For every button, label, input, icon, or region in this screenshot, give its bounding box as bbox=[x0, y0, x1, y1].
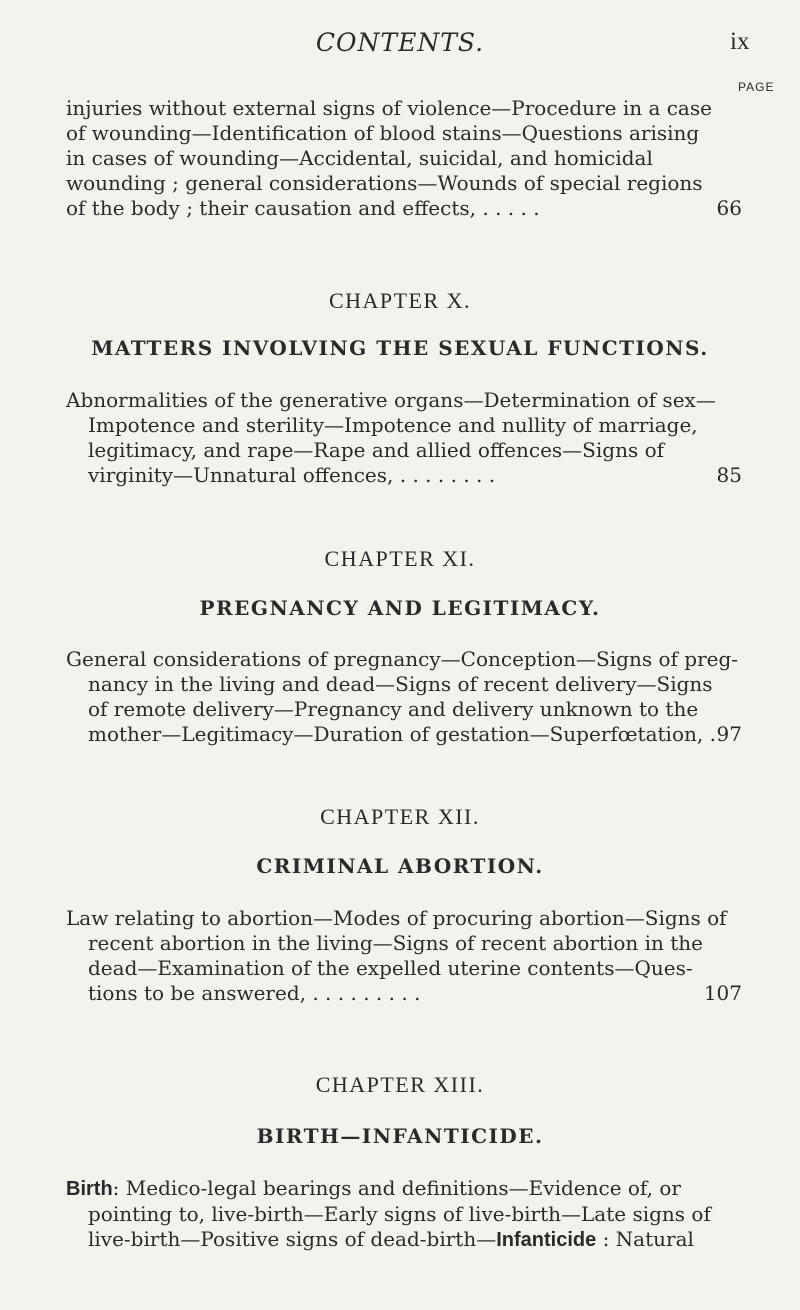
page-ref: 85 bbox=[716, 463, 742, 487]
entry-line: Law relating to abortion—Modes of procuring abortion—Signs of bbox=[66, 906, 727, 930]
entry-line: : Natural bbox=[602, 1227, 694, 1251]
entry-line: wounding ; general considerations—Wounds of special regions bbox=[66, 171, 703, 195]
entry-line: mother—Legitimacy—Duration of gestation—Superfœtation, . bbox=[88, 722, 716, 746]
toc-entry bbox=[66, 1176, 742, 1253]
chapter-heading: CHAPTER X. bbox=[328, 288, 472, 313]
entry-line: dead—Examination of the expelled uterine contents—Ques- bbox=[88, 956, 693, 980]
entry-line: injuries without external signs of violence—Procedure in a case bbox=[66, 96, 712, 120]
toc-entry bbox=[66, 388, 742, 488]
entry-lead-term: Birth bbox=[66, 1178, 113, 1200]
entry-line: recent abortion in the living—Signs of recent abortion in the bbox=[88, 931, 704, 955]
entry-line: Impotence and sterility—Impotence and nullity of marriage, bbox=[88, 413, 698, 437]
page-ref: 66 bbox=[716, 196, 742, 220]
entry-line: of remote delivery—Pregnancy and delivery unknown to the bbox=[88, 697, 699, 721]
toc-entry-continued bbox=[66, 96, 742, 221]
chapter-subject: PREGNANCY AND LEGITIMACY. bbox=[199, 596, 601, 620]
chapter-heading: CHAPTER XII. bbox=[320, 804, 480, 829]
chapter-subject: CRIMINAL ABORTION. bbox=[256, 854, 544, 878]
toc-entry bbox=[66, 906, 742, 1006]
entry-line: Medico-legal bearings and definitions—Evidence of, or bbox=[125, 1176, 681, 1200]
page-ref: 107 bbox=[703, 981, 742, 1005]
entry-line: Abnormalities of the generative organs—Determination of sex— bbox=[66, 388, 716, 412]
chapter-heading: CHAPTER XIII. bbox=[315, 1072, 485, 1097]
entry-lead-separator: : bbox=[112, 1176, 120, 1200]
entry-line: General considerations of pregnancy—Conception—Signs of preg- bbox=[66, 647, 739, 671]
chapter-heading: CHAPTER XI. bbox=[324, 546, 476, 571]
page-title: CONTENTS. bbox=[315, 28, 485, 57]
entry-line: of wounding—Identification of blood stains—Questions arising bbox=[66, 121, 700, 145]
entry-bold-term: Infanticide bbox=[496, 1229, 597, 1251]
page-number: ix bbox=[730, 28, 750, 55]
chapter-subject: MATTERS INVOLVING THE SEXUAL FUNCTIONS. bbox=[91, 336, 709, 360]
entry-line: virginity—Unnatural offences, . . . . . . . . bbox=[88, 463, 496, 487]
entry-line: in cases of wounding—Accidental, suicidal, and homicidal bbox=[66, 146, 653, 170]
entry-line: tions to be answered, . . . . . . . . . bbox=[88, 981, 421, 1005]
entry-line: legitimacy, and rape—Rape and allied offences—Signs of bbox=[88, 438, 665, 462]
toc-entry bbox=[66, 647, 742, 747]
entry-line: nancy in the living and dead—Signs of recent delivery—Signs bbox=[88, 672, 713, 696]
entry-line: of the body ; their causation and effects, . . . . . bbox=[66, 196, 540, 220]
entry-line: live-birth—Positive signs of dead-birth— bbox=[88, 1227, 497, 1251]
entry-line: pointing to, live-birth—Early signs of live-birth—Late signs of bbox=[88, 1202, 711, 1226]
chapter-subject: BIRTH—INFANTICIDE. bbox=[256, 1124, 544, 1148]
page-column-label: PAGE bbox=[738, 80, 775, 94]
page-ref: 97 bbox=[716, 722, 742, 746]
